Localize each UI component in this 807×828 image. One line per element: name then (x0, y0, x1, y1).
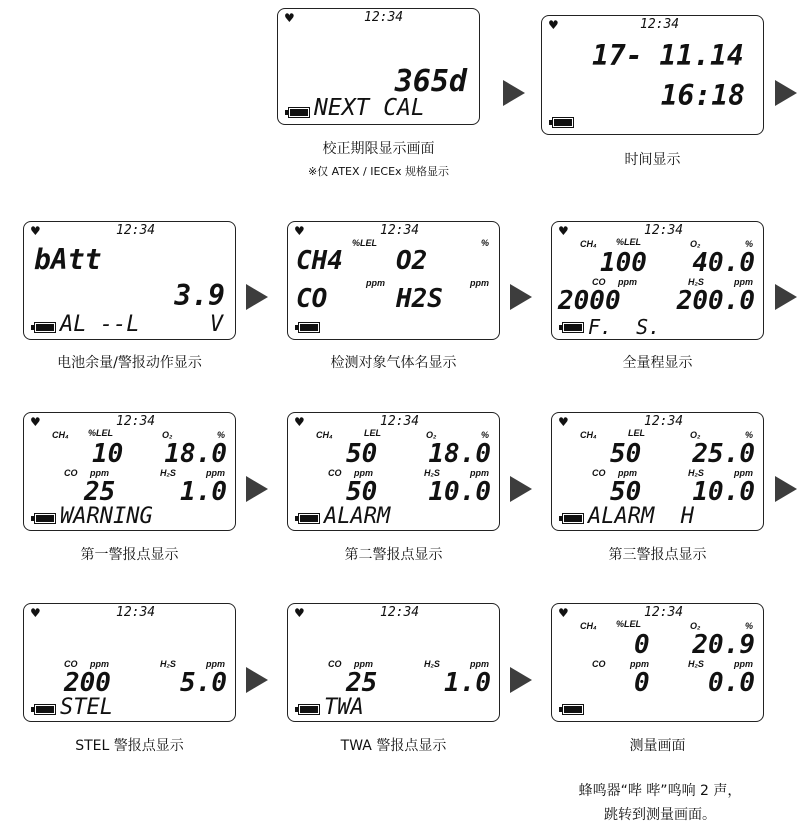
heart-icon: ♥ (30, 224, 41, 238)
status-text: WARNING (60, 504, 153, 529)
battery-icon (562, 322, 584, 333)
lcd-battery-screen (23, 221, 236, 340)
batt-label: bAtt (34, 243, 102, 276)
battery-icon (562, 513, 584, 524)
label-co: CO (592, 468, 606, 478)
label-ppm-co: ppm (354, 468, 373, 478)
status-text: TWA (324, 695, 364, 720)
label-h2s: H₂S (424, 468, 440, 478)
value-co: 25 (84, 477, 116, 507)
label-co: CO (328, 659, 342, 669)
arrow-right-icon (775, 476, 797, 502)
caption-calibration-note: ※仅 ATEX / IECEx 规格显示 (307, 165, 450, 178)
label-co: CO (328, 468, 342, 478)
battery-icon (552, 117, 574, 128)
gas-name-o2: O2 (396, 246, 428, 276)
value-h2s: 5.0 (180, 668, 227, 698)
heart-icon: ♥ (284, 11, 295, 25)
unit-ppm-h2s: ppm (470, 278, 489, 288)
label-o2: O₂ (690, 430, 701, 440)
value-ch4: 50 (346, 439, 378, 469)
label-percent: % (744, 239, 753, 249)
clock-readout: 12:34 (116, 605, 156, 620)
label-co: CO (592, 277, 606, 287)
lcd-gas-names-screen (287, 221, 500, 340)
lcd-twa-screen (287, 603, 500, 722)
value-co: 0 (634, 668, 650, 698)
label-o2: O₂ (162, 430, 173, 440)
label-lel: %LEL (616, 237, 642, 247)
clock-readout: 12:34 (380, 605, 420, 620)
gas-name-co: CO (296, 284, 328, 314)
lcd-measurement-screen (551, 603, 764, 722)
battery-icon (298, 704, 320, 715)
lcd-full-scale-screen (551, 221, 764, 340)
label-lel: %LEL (88, 428, 114, 438)
arrow-right-icon (510, 284, 532, 310)
heart-icon: ♥ (548, 18, 559, 32)
status-text: ALARM (324, 504, 391, 529)
value-ch4: 50 (610, 439, 642, 469)
caption-alarm1: 第一警报点显示 (80, 547, 179, 563)
lcd-clock-screen (541, 15, 764, 135)
clock-readout: 12:34 (364, 10, 404, 25)
caption-clock: 时间显示 (624, 152, 681, 168)
clock-readout: 12:34 (116, 223, 156, 238)
battery-icon (34, 322, 56, 333)
label-lel: %LEL (616, 619, 642, 629)
label-ppm-h2s: ppm (734, 659, 753, 669)
value-o2: 20.9 (692, 630, 755, 660)
status-text: AL --L (60, 312, 140, 337)
days-remaining: 365d (394, 64, 467, 99)
value-o2: 18.0 (428, 439, 491, 469)
label-ppm-h2s: ppm (734, 468, 753, 478)
label-h2s: H₂S (688, 659, 704, 669)
value-ch4: 10 (92, 439, 124, 469)
value-h2s: 10.0 (428, 477, 491, 507)
battery-icon (298, 322, 320, 333)
caption-alarm2: 第二警报点显示 (344, 547, 443, 563)
value-ch4: 0 (634, 630, 650, 660)
caption-full-scale: 全量程显示 (622, 355, 693, 371)
clock-readout: 12:34 (640, 17, 680, 32)
lcd-stel-screen (23, 603, 236, 722)
gas-name-ch4: CH4 (296, 246, 343, 276)
unit-percent: % (480, 238, 489, 248)
footnote-line2: 跳转到测量画面。 (604, 807, 716, 823)
battery-icon (562, 704, 584, 715)
label-ppm-h2s: ppm (470, 659, 489, 669)
label-ppm-h2s: ppm (734, 277, 753, 287)
battery-voltage: 3.9 (174, 279, 225, 312)
heart-icon: ♥ (558, 224, 569, 238)
clock-readout: 12:34 (644, 605, 684, 620)
label-co: CO (64, 659, 78, 669)
label-h2s: H₂S (424, 659, 440, 669)
footnote-line1: 蜂鸣器“哔 哔”鸣响 2 声， (578, 783, 742, 799)
label-percent: % (744, 621, 753, 631)
value-co: 2000 (558, 286, 621, 316)
label-percent: % (216, 430, 225, 440)
label-ch4: CH₄ (316, 430, 333, 440)
label-ch4: CH₄ (52, 430, 69, 440)
label-h2s: H₂S (160, 468, 176, 478)
arrow-right-icon (775, 284, 797, 310)
arrow-right-icon (246, 667, 268, 693)
value-co: 25 (346, 668, 378, 698)
label-ppm-co: ppm (630, 659, 649, 669)
clock-readout: 12:34 (380, 223, 420, 238)
date-readout: 17- 11.14 (592, 39, 744, 72)
lcd-alarm3-screen (551, 412, 764, 531)
caption-alarm3: 第三警报点显示 (608, 547, 707, 563)
clock-readout: 12:34 (380, 414, 420, 429)
label-ppm-h2s: ppm (470, 468, 489, 478)
value-h2s: 1.0 (180, 477, 227, 507)
label-ppm-h2s: ppm (206, 659, 225, 669)
label-percent: % (744, 430, 753, 440)
status-text: F. S. (588, 315, 661, 339)
label-co: CO (592, 659, 606, 669)
clock-readout: 12:34 (644, 223, 684, 238)
label-ppm-co: ppm (90, 468, 109, 478)
status-text: STEL (60, 695, 113, 720)
label-o2: O₂ (690, 239, 701, 249)
arrow-right-icon (246, 476, 268, 502)
label-o2: O₂ (426, 430, 437, 440)
value-co: 50 (610, 477, 642, 507)
label-ch4: CH₄ (580, 239, 597, 249)
battery-icon (298, 513, 320, 524)
value-o2: 25.0 (692, 439, 755, 469)
unit-ppm-co: ppm (366, 278, 385, 288)
label-percent: % (480, 430, 489, 440)
gas-name-h2s: H2S (396, 284, 443, 314)
value-co: 50 (346, 477, 378, 507)
value-h2s: 1.0 (444, 668, 491, 698)
label-h2s: H₂S (688, 468, 704, 478)
heart-icon: ♥ (30, 415, 41, 429)
clock-readout: 12:34 (116, 414, 156, 429)
arrow-right-icon (503, 80, 525, 106)
heart-icon: ♥ (294, 606, 305, 620)
label-lel: LEL (364, 428, 381, 438)
arrow-right-icon (510, 667, 532, 693)
caption-battery: 电池余量/警报动作显示 (57, 355, 202, 371)
battery-icon (34, 513, 56, 524)
value-o2: 18.0 (164, 439, 227, 469)
arrow-right-icon (246, 284, 268, 310)
battery-icon (34, 704, 56, 715)
lcd-alarm1-screen (23, 412, 236, 531)
value-co: 200 (64, 668, 111, 698)
label-co: CO (64, 468, 78, 478)
caption-stel: STEL 警报点显示 (75, 738, 184, 754)
voltage-unit: V (209, 312, 223, 337)
clock-readout: 12:34 (644, 414, 684, 429)
caption-gas-names: 检测对象气体名显示 (330, 355, 457, 371)
battery-icon (288, 107, 310, 118)
arrow-right-icon (510, 476, 532, 502)
status-text: ALARM H (588, 504, 694, 529)
caption-calibration: 校正期限显示画面 (322, 141, 435, 157)
label-h2s: H₂S (688, 277, 704, 287)
label-h2s: H₂S (160, 659, 176, 669)
label-ppm-co: ppm (618, 468, 637, 478)
unit-lel: %LEL (352, 238, 378, 248)
caption-twa: TWA 警报点显示 (340, 738, 447, 754)
heart-icon: ♥ (558, 606, 569, 620)
caption-measurement: 测量画面 (629, 738, 686, 754)
label-ppm-co: ppm (90, 659, 109, 669)
heart-icon: ♥ (294, 224, 305, 238)
label-lel: LEL (628, 428, 645, 438)
heart-icon: ♥ (294, 415, 305, 429)
lcd-alarm2-screen (287, 412, 500, 531)
status-text: NEXT CAL (314, 95, 425, 121)
value-h2s: 10.0 (692, 477, 755, 507)
value-o2: 40.0 (692, 248, 755, 278)
label-ppm-co: ppm (618, 277, 637, 287)
heart-icon: ♥ (558, 415, 569, 429)
value-h2s: 0.0 (708, 668, 755, 698)
lcd-calibration-screen (277, 8, 480, 125)
heart-icon: ♥ (30, 606, 41, 620)
label-ch4: CH₄ (580, 430, 597, 440)
label-ppm-co: ppm (354, 659, 373, 669)
label-ch4: CH₄ (580, 621, 597, 631)
label-o2: O₂ (690, 621, 701, 631)
value-ch4: 100 (600, 248, 647, 278)
value-h2s: 200.0 (676, 286, 755, 316)
label-ppm-h2s: ppm (206, 468, 225, 478)
time-readout: 16:18 (660, 79, 745, 112)
arrow-right-icon (775, 80, 797, 106)
